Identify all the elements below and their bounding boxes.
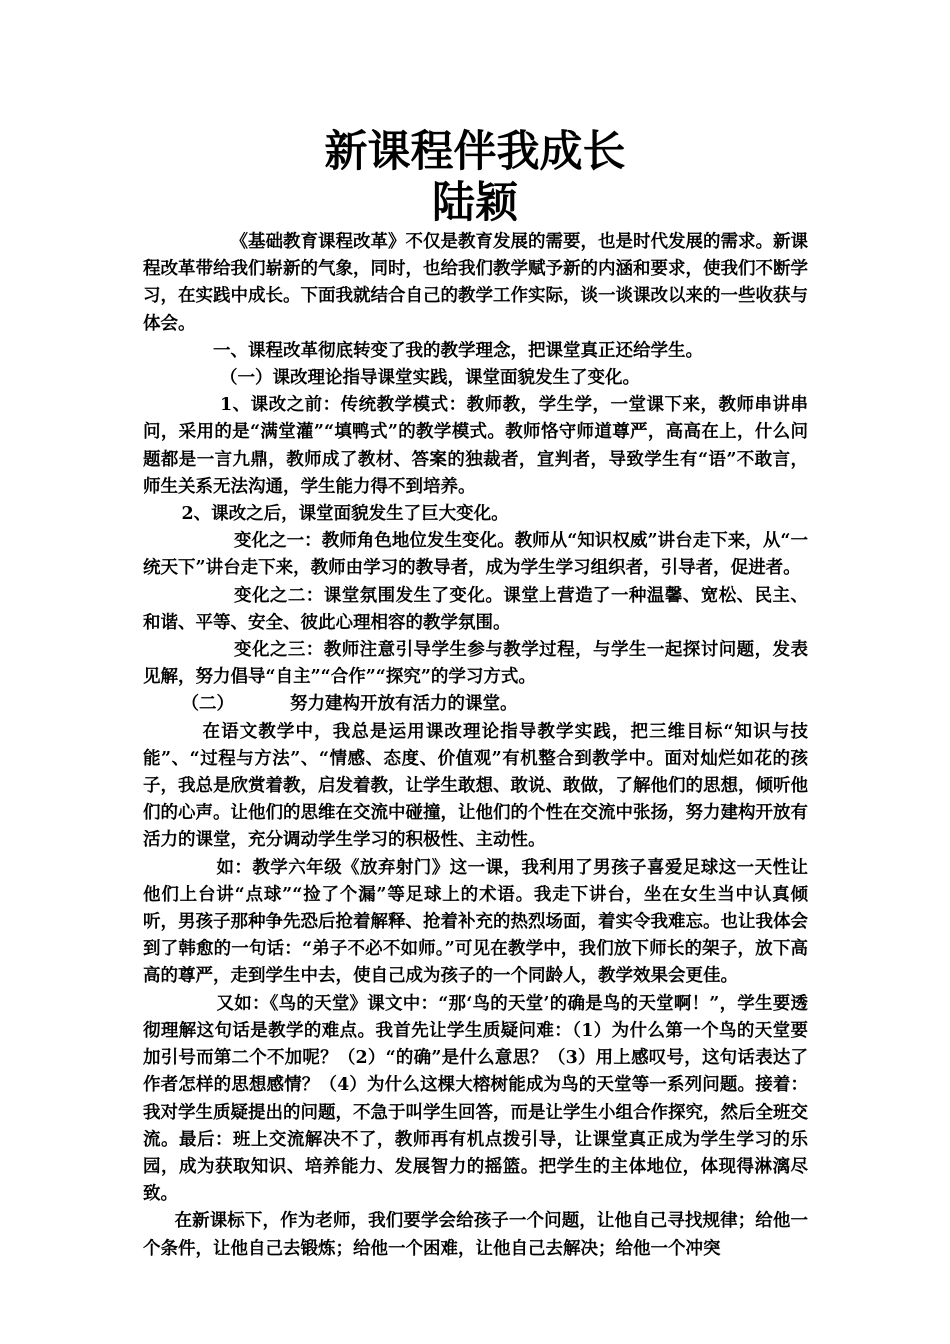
paragraph: 变化之二：课堂氛围发生了变化。课堂上营造了一种温馨、宽松、民主、和谐、平等、安全、彼此心理相容的教学氛围。 bbox=[143, 585, 808, 633]
paragraph: 在语文教学中，我总是运用课改理论指导教学实践，把三维目标“知识与技能”、“过程与方法”、“情感、态度、价值观”有机整合到教学中。面对灿烂如花的孩子，我总是欣赏着教，启发着教，让学生敢想、敢说、敢做，了解他们的思想，倾听他们的心声。让他们的思维在交流中碰撞，让他们的个性在交流中张扬，努力建构开放有活力的课堂，充分调动学生学习的积极性、主动性。 bbox=[143, 721, 808, 851]
document-title: 新课程伴我成长 bbox=[324, 127, 626, 177]
paragraph: 变化之三：教师注意引导学生参与教学过程，与学生一起探讨问题，发表见解，努力倡导“自主”“合作”“探究”的学习方式。 bbox=[143, 640, 808, 688]
document-body bbox=[143, 229, 808, 1263]
subsection-heading: （一）课改理论指导课堂实践，课堂面貌发生了变化。 bbox=[220, 368, 640, 389]
subsection-heading bbox=[143, 691, 808, 718]
paragraph: 《基础教育课程改革》不仅是教育发展的需要，也是时代发展的需求。新课程改革带给我们崭新的气象，同时，也给我们教学赋予新的内涵和要求，使我们不断学习，在实践中成长。下面我就结合自己的教学工作实际，谈一谈课改以来的一些收获与体会。 bbox=[143, 232, 808, 334]
paragraph: 1、课改之前：传统教学模式：教师教，学生学，一堂课下来，教师串讲串问，采用的是“满堂灌”“填鸭式”的教学模式。教师恪守师道尊严，高高在上，什么问题都是一言九鼎，教师成了教材、答案的独裁者，宣判者，导致学生有“语”不敢言，师生关系无法沟通，学生能力得不到培养。 bbox=[143, 395, 808, 497]
section-heading: 一、课程改革彻底转变了我的教学理念，把课堂真正还给学生。 bbox=[213, 340, 703, 361]
paragraph: 又如：《鸟的天堂》课文中：“那‘鸟的天堂’的确是鸟的天堂啊！”，学生要透彻理解这句话是教学的难点。我首先让学生质疑问难：（1）为什么第一个鸟的天堂要加引号而第二个不加呢？（2）“的确”是什么意思？（3）用上感叹号，这句话表达了作者怎样的思想感情？（4）为什么这棵大榕树能成为鸟的天堂等一系列问题。接着：我对学生质疑提出的问题，不急于叫学生回答，而是让学生小组合作探究，然后全班交流。最后：班上交流解决不了，教师再有机点拨引导，让课堂真正成为学生学习的乐园，成为获取知识、培养能力、发展智力的摇篮。把学生的主体地位，体现得淋漓尽致。 bbox=[143, 993, 808, 1205]
paragraph: 如：教学六年级《放弃射门》这一课，我利用了男孩子喜爱足球这一天性让他们上台讲“点球”“捡了个漏”等足球上的术语。我走下讲台，坐在女生当中认真倾听，男孩子那种争先恐后抢着解释、抢着补充的热烈场面，着实令我难忘。也让我体会到了韩愈的一句话：“弟子不必不如师。”可见在教学中，我们放下师长的架子，放下高高的尊严，走到学生中去，使自己成为孩子的一个同龄人，教学效果会更佳。 bbox=[143, 857, 808, 987]
subsection-title: 努力建构开放有活力的课堂。 bbox=[290, 694, 518, 715]
paragraph: 在新课标下，作为老师，我们要学会给孩子一个问题，让他自己寻找规律；给他一个条件，让他自己去锻炼；给他一个困难，让他自己去解决；给他一个冲突 bbox=[143, 1211, 808, 1259]
paragraph: 2、课改之后，课堂面貌发生了巨大变化。 bbox=[181, 504, 509, 525]
author-name: 陆颖 bbox=[432, 178, 518, 228]
paragraph: 变化之一：教师角色地位发生变化。教师从“知识权威”讲台走下来，从“一统天下”讲台走下来，教师由学习的教导者，成为学生学习组织者，引导者，促进者。 bbox=[143, 531, 808, 579]
section-marker: （二） bbox=[181, 694, 234, 715]
